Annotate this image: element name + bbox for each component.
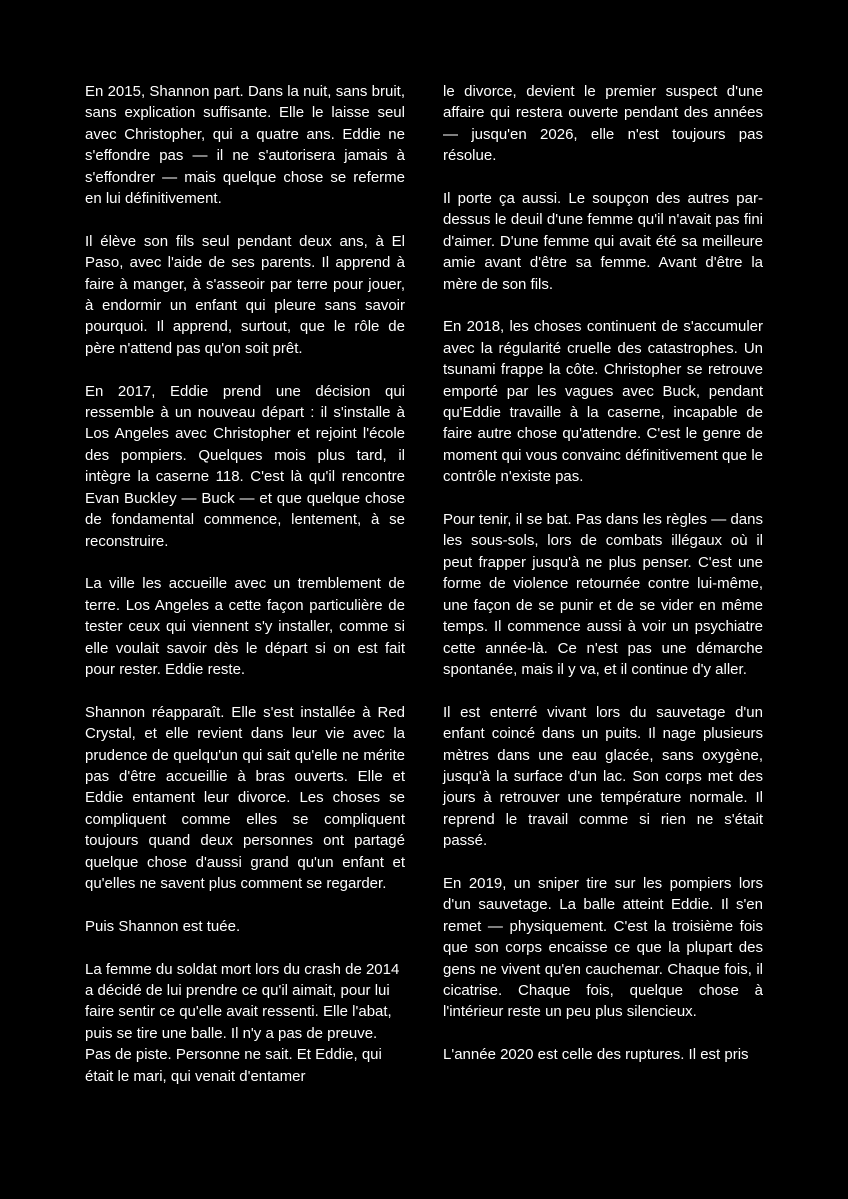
paragraph-earthquake: La ville les accueille avec un tremblement de terre. Los Angeles a cette façon particulière de tester ceux qui viennent s'y installer, comme si elle voulait savoir dès le départ si on est fait pour rester. Eddie reste. <box>85 575 405 678</box>
paragraph-2018-tsunami: En 2018, les choses continuent de s'accumuler avec la régularité cruelle des catastrophes. Un tsunami frappe la côte. Christopher se retrouve emporté par les vagues avec Buck, pendant qu'Eddie travaille à la caserne, incapable de faire autre chose qu'attendre. C'est le genre de moment qui vous convainc définitivement que le contrôle n'existe pas. <box>443 318 763 486</box>
paragraph-fights-psychiatrist: Pour tenir, il se bat. Pas dans les règles — dans les sous-sols, lors de combats illégaux où il peut frapper jusqu'à ne plus penser. C'est une forme de violence retournée contre lui-même, une façon de se punir et de se vider en même temps. Il commence aussi à voir un psychiatre cette année-là. Ce n'est pas une démarche spontanée, mais il y va, et il continue d'y aller. <box>443 511 763 678</box>
paragraph-soldier-widow: La femme du soldat mort lors du crash de 2014 a décidé de lui prendre ce qu'il aimait, pour lui faire sentir ce qu'elle avait ressenti. Elle l'abat, puis se tire une balle. Il n'y a pas de preuve. Pas de piste. Personne ne sait. Et Eddie, qui était le mari, qui venait d'entamer <box>85 960 400 1085</box>
paragraph-2020-ruptures: L'année 2020 est celle des ruptures. Il est pris <box>443 1046 749 1064</box>
paragraph-2017-los-angeles: En 2017, Eddie prend une décision qui ressemble à un nouveau départ : il s'installe à Los Angeles avec Christopher et rejoint l'école des pompiers. Quelques mois plus tard, il intègre la caserne 118. C'est là qu'il rencontre Evan Buckley — Buck — et que quelque chose de fondamental commence, lentement, à se reconstruire. <box>85 382 405 550</box>
paragraph-shannon-returns: Shannon réapparaît. Elle s'est installée à Red Crystal, et elle revient dans leur vie avec la prudence de quelqu'un qui sait qu'elle ne mérite pas d'être accueillie à bras ouverts. Elle et Eddie entament leur divorce. Les choses se compliquent comme elles se compliquent toujours quand deux personnes ont partagé quelque chose d'aussi grand qu'un enfant et qu'elles ne savent plus comment se regarder. <box>85 703 405 892</box>
paragraph-2015-shannon-leaves: En 2015, Shannon part. Dans la nuit, sans bruit, sans explication suffisante. Elle le laisse seul avec Christopher, qui a quatre ans. Eddie ne s'effondre pas — il ne s'autorisera jamais à s'effondrer — mais quelque chose se referme en lui définitivement. <box>85 83 405 208</box>
paragraph-divorce-suspect: le divorce, devient le premier suspect d'une affaire qui restera ouverte pendant des années — jusqu'en 2026, elle n'est toujours pas résolue. <box>443 83 763 165</box>
paragraph-suspicion-grief: Il porte ça aussi. Le soupçon des autres par-dessus le deuil d'une femme qu'il n'avait pas fini d'aimer. D'une femme qui avait été sa meilleure amie avant d'être sa femme. Avant d'être la mère de son fils. <box>443 190 763 293</box>
paragraph-shannon-killed: Puis Shannon est tuée. <box>85 917 241 935</box>
right-text-column <box>443 81 763 1066</box>
paragraph-2019-sniper: En 2019, un sniper tire sur les pompiers lors d'un sauvetage. La balle atteint Eddie. Il s'en remet — physiquement. C'est la troisième fois que son corps encaisse ce que la plupart des gens ne vivent qu'en cauchemar. Chaque fois, il cicatrise. Chaque fois, quelque chose à l'intérieur reste un peu plus silencieux. <box>443 874 763 1021</box>
paragraph-el-paso: Il élève son fils seul pendant deux ans, à El Paso, avec l'aide de ses parents. Il apprend à faire à manger, à s'asseoir par terre pour jouer, à endormir un enfant qui pleure sans savoir pourquoi. Il apprend, surtout, que le rôle de père n'attend pas qu'on soit prêt. <box>85 232 405 357</box>
paragraph-buried-alive: Il est enterré vivant lors du sauvetage d'un enfant coincé dans un puits. Il nage plusieurs mètres dans une eau glacée, sans oxygène, jusqu'à la surface d'un lac. Son corps met des jours à retrouver une température normale. Il reprend le travail comme si rien ne s'était passé. <box>443 703 763 850</box>
left-text-column <box>85 81 405 1087</box>
